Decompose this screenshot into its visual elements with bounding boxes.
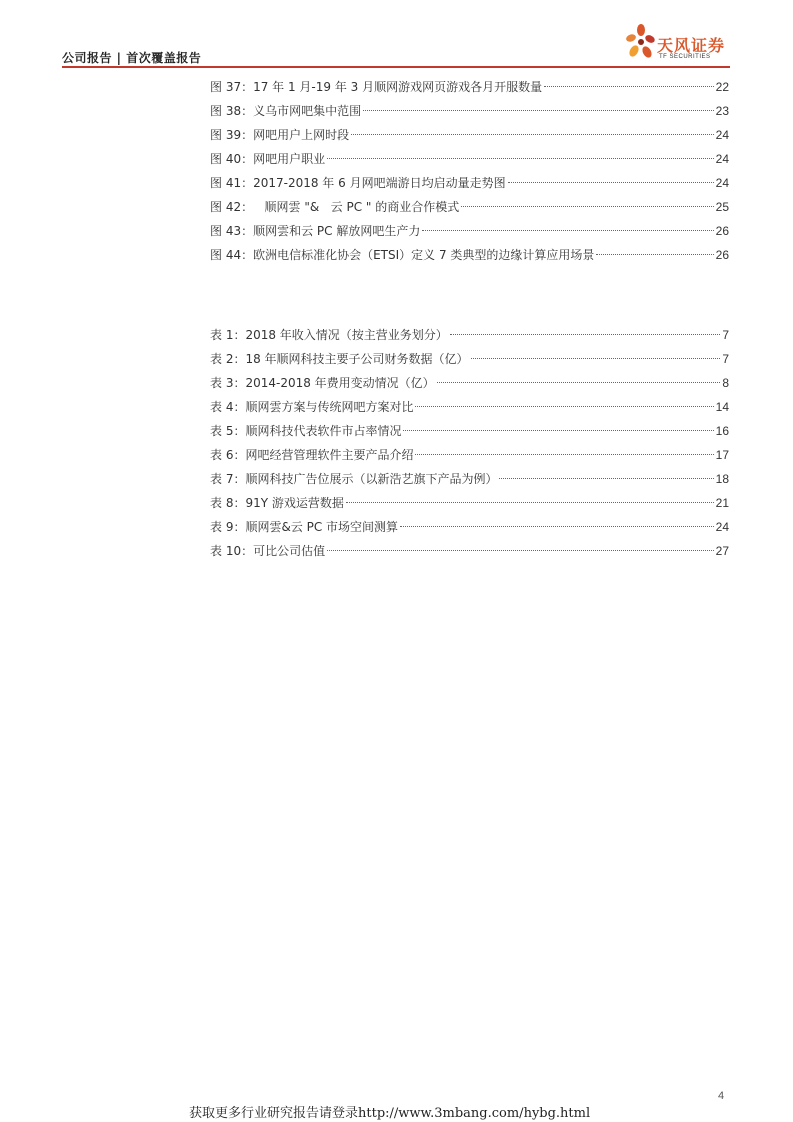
table-toc-row[interactable] bbox=[210, 347, 729, 371]
toc-entry-label: 图 38：义乌市网吧集中范围 bbox=[210, 104, 362, 118]
toc-entry-page: 24 bbox=[715, 152, 729, 166]
toc-entry-label: 表 6：网吧经营管理软件主要产品介绍 bbox=[210, 448, 414, 462]
toc-entry-label: 表 10：可比公司估值 bbox=[210, 544, 326, 558]
dot-leader bbox=[471, 358, 721, 359]
dot-leader bbox=[596, 254, 713, 255]
figure-toc-row[interactable] bbox=[210, 219, 729, 243]
logo-subtitle: TF SECURITIES bbox=[659, 54, 711, 60]
dot-leader bbox=[508, 182, 714, 183]
toc-entry-page: 27 bbox=[715, 544, 729, 558]
dot-leader bbox=[415, 406, 713, 407]
figure-toc-row[interactable] bbox=[210, 99, 729, 123]
figure-toc-row[interactable] bbox=[210, 195, 729, 219]
dot-leader bbox=[351, 134, 714, 135]
figure-toc-row[interactable] bbox=[210, 171, 729, 195]
toc-entry-label: 表 1：2018 年收入情况（按主营业务划分） bbox=[210, 328, 448, 342]
figure-toc-row[interactable] bbox=[210, 147, 729, 171]
table-toc-row[interactable] bbox=[210, 323, 729, 347]
table-toc-row[interactable] bbox=[210, 443, 729, 467]
toc-entry-page: 7 bbox=[722, 328, 729, 342]
toc-entry-page: 26 bbox=[715, 248, 729, 262]
figure-index bbox=[210, 75, 729, 267]
toc-entry-label: 表 7：顺网科技广告位展示（以新浩艺旗下产品为例） bbox=[210, 472, 498, 486]
report-type-title: 公司报告 | 首次覆盖报告 bbox=[62, 51, 202, 65]
dot-leader bbox=[363, 110, 714, 111]
toc-entry-label: 图 39：网吧用户上网时段 bbox=[210, 128, 350, 142]
toc-entry-label: 表 2：18 年顺网科技主要子公司财务数据（亿） bbox=[210, 352, 469, 366]
toc-entry-label: 图 44：欧洲电信标准化协会（ETSI）定义 7 类典型的边缘计算应用场景 bbox=[210, 248, 595, 262]
toc-entry-page: 26 bbox=[715, 224, 729, 238]
table-toc-row[interactable] bbox=[210, 515, 729, 539]
toc-entry-page: 23 bbox=[715, 104, 729, 118]
logo-text: 天风证券 bbox=[657, 36, 726, 55]
toc-entry-label: 表 3：2014-2018 年费用变动情况（亿） bbox=[210, 376, 435, 390]
dot-leader bbox=[422, 230, 713, 231]
dot-leader bbox=[499, 478, 713, 479]
toc-entry-page: 22 bbox=[715, 80, 729, 94]
toc-entry-page: 14 bbox=[715, 400, 729, 414]
dot-leader bbox=[415, 454, 713, 455]
dot-leader bbox=[400, 526, 714, 527]
toc-entry-label: 图 37：17 年 1 月-19 年 3 月顺网游戏网页游戏各月开服数量 bbox=[210, 80, 543, 94]
table-toc-row[interactable] bbox=[210, 395, 729, 419]
dot-leader bbox=[461, 206, 713, 207]
dot-leader bbox=[403, 430, 713, 431]
table-toc-row[interactable] bbox=[210, 467, 729, 491]
toc-entry-label: 图 41：2017-2018 年 6 月网吧端游日均启动量走势图 bbox=[210, 176, 506, 190]
toc-entry-label: 表 5：顺网科技代表软件市占率情况 bbox=[210, 424, 402, 438]
table-index bbox=[210, 323, 729, 563]
page-number: 4 bbox=[718, 1090, 725, 1102]
figure-toc-row[interactable] bbox=[210, 123, 729, 147]
toc-entry-label: 图 42： 顺网雲 "& 云 PC " 的商业合作模式 bbox=[210, 200, 460, 214]
figure-toc-row[interactable] bbox=[210, 75, 729, 99]
footer-link-text[interactable]: 获取更多行业研究报告请登录http://www.3mbang.com/hybg.html bbox=[189, 1106, 591, 1121]
table-toc-row[interactable] bbox=[210, 419, 729, 443]
toc-entry-page: 24 bbox=[715, 128, 729, 142]
dot-leader bbox=[544, 86, 714, 87]
toc-entry-page: 25 bbox=[715, 200, 729, 214]
dot-leader bbox=[327, 550, 714, 551]
toc-entry-page: 7 bbox=[722, 352, 729, 366]
toc-entry-page: 16 bbox=[715, 424, 729, 438]
header-divider bbox=[62, 66, 730, 68]
toc-entry-label: 图 40：网吧用户职业 bbox=[210, 152, 326, 166]
dot-leader bbox=[327, 158, 714, 159]
toc-entry-label: 表 4：顺网雲方案与传统网吧方案对比 bbox=[210, 400, 414, 414]
petal-flower-logo-icon bbox=[624, 22, 658, 66]
dot-leader bbox=[346, 502, 714, 503]
table-toc-row[interactable] bbox=[210, 371, 729, 395]
figure-toc-row[interactable] bbox=[210, 243, 729, 267]
toc-entry-label: 表 9：顺网雲&云 PC 市场空间测算 bbox=[210, 520, 399, 534]
toc-entry-page: 21 bbox=[715, 496, 729, 510]
toc-entry-label: 图 43：顺网雲和云 PC 解放网吧生产力 bbox=[210, 224, 421, 238]
table-toc-row[interactable] bbox=[210, 491, 729, 515]
dot-leader bbox=[437, 382, 721, 383]
toc-entry-page: 24 bbox=[715, 176, 729, 190]
toc-entry-page: 17 bbox=[715, 448, 729, 462]
dot-leader bbox=[450, 334, 721, 335]
toc-entry-page: 18 bbox=[715, 472, 729, 486]
table-toc-row[interactable] bbox=[210, 539, 729, 563]
toc-entry-page: 8 bbox=[722, 376, 729, 390]
company-logo bbox=[624, 22, 734, 66]
toc-entry-page: 24 bbox=[715, 520, 729, 534]
toc-entry-label: 表 8：91Y 游戏运营数据 bbox=[210, 496, 344, 510]
